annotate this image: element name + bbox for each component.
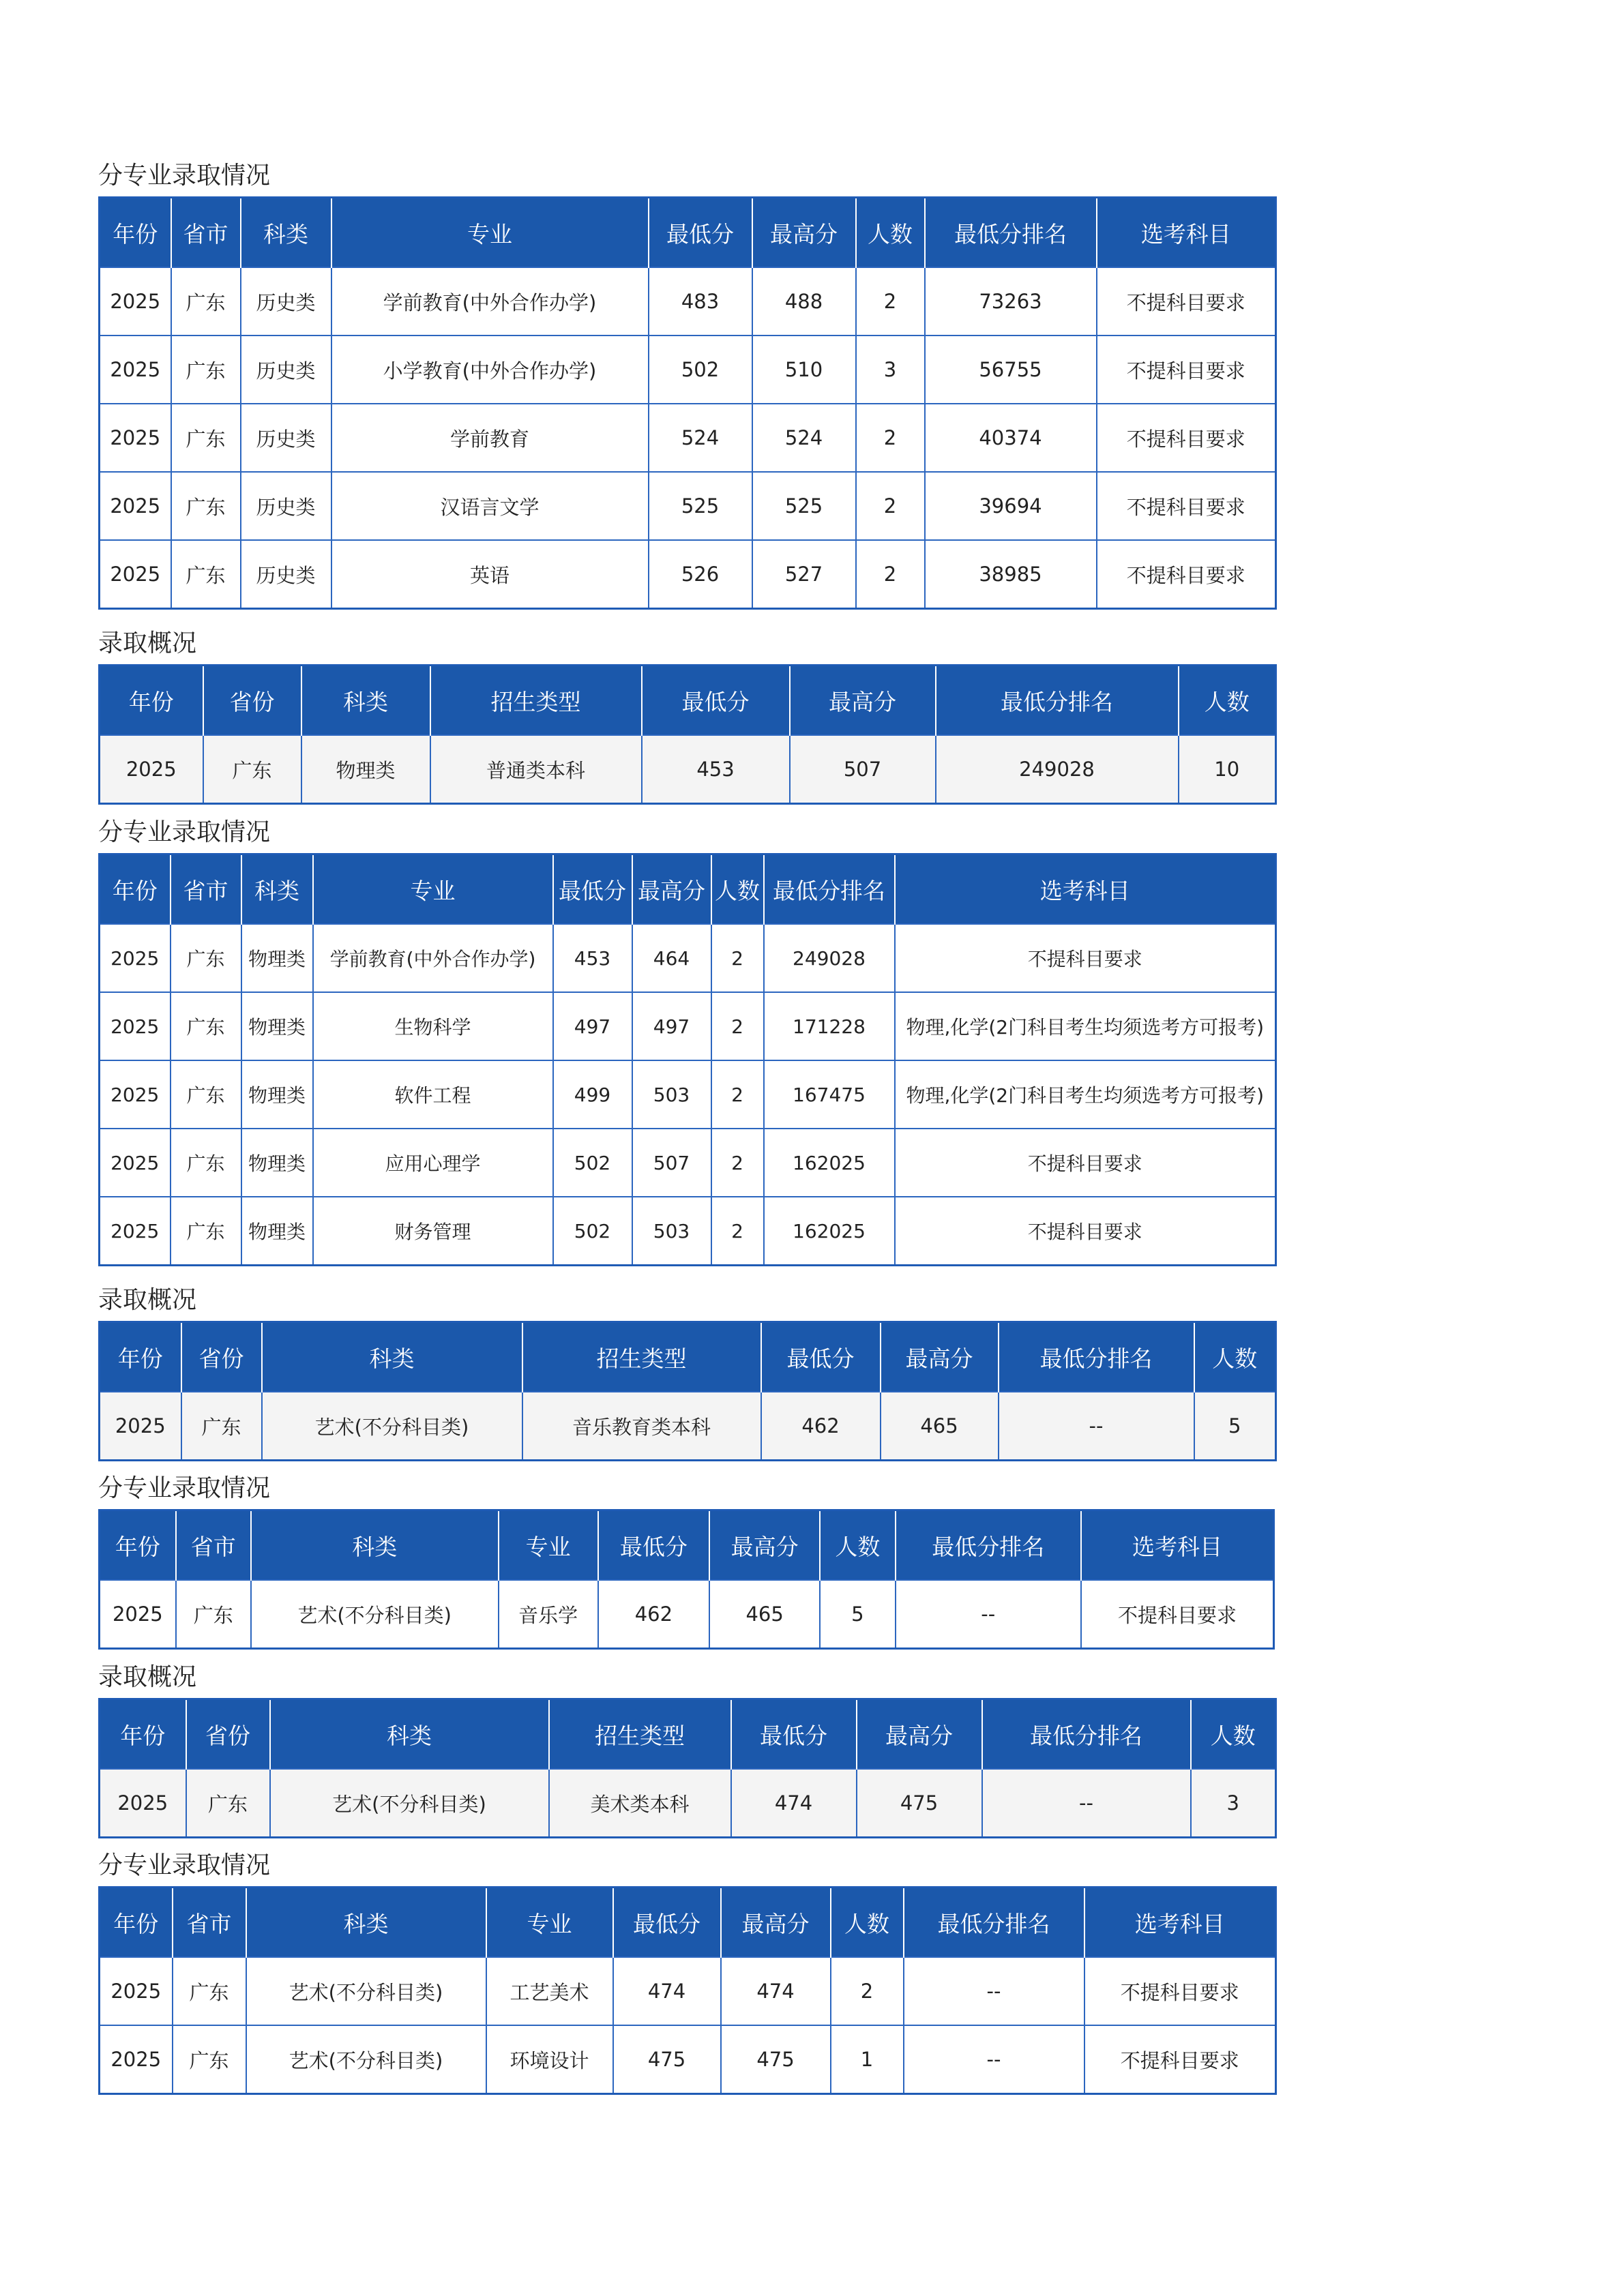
cell-category: 艺术(不分科目类) (251, 1580, 499, 1649)
cell-count: 2 (711, 1129, 764, 1197)
admission-overview-table (98, 1321, 1277, 1461)
cell-province: 广东 (173, 2025, 246, 2094)
cell-year: 2025 (100, 735, 203, 804)
cell-category: 物理类 (241, 1129, 313, 1197)
major-admission-table (98, 853, 1277, 1266)
cell-province: 广东 (171, 472, 241, 540)
header-min-score: 最低分 (598, 1510, 709, 1581)
cell-year: 2025 (100, 1957, 173, 2025)
cell-major: 英语 (331, 540, 649, 609)
header-count: 人数 (711, 854, 764, 925)
cell-count: 2 (711, 992, 764, 1060)
cell-category: 历史类 (241, 267, 331, 336)
cell-count: 3 (856, 336, 925, 404)
cell-min-score: 475 (613, 2025, 721, 2094)
cell-max-score: 497 (632, 992, 711, 1060)
table-row (100, 1392, 1276, 1461)
cell-major: 小学教育(中外合作办学) (331, 336, 649, 404)
header-category: 科类 (270, 1699, 549, 1770)
cell-count: 5 (1194, 1392, 1276, 1461)
header-province: 省份 (181, 1322, 262, 1392)
cell-min-rank: 73263 (925, 267, 1097, 336)
header-admission-type: 招生类型 (430, 666, 642, 736)
major-admission-table (98, 196, 1277, 610)
table-row (100, 992, 1276, 1060)
cell-category: 艺术(不分科目类) (262, 1392, 522, 1461)
cell-major: 学前教育(中外合作办学) (331, 267, 649, 336)
cell-year: 2025 (100, 1129, 171, 1197)
cell-subjects: 不提科目要求 (1097, 540, 1276, 609)
cell-category: 物理类 (301, 735, 430, 804)
header-count: 人数 (831, 1888, 904, 1958)
table-row (100, 1060, 1276, 1129)
header-category: 科类 (301, 666, 430, 736)
cell-min-score: 525 (649, 472, 752, 540)
cell-year: 2025 (100, 1060, 171, 1129)
header-subjects: 选考科目 (1084, 1888, 1276, 1958)
cell-major: 软件工程 (313, 1060, 553, 1129)
cell-max-score: 465 (881, 1392, 999, 1461)
cell-max-score: 465 (709, 1580, 820, 1649)
cell-min-score: 453 (553, 924, 632, 992)
cell-year: 2025 (100, 336, 171, 404)
header-min-score: 最低分 (642, 666, 790, 736)
cell-year: 2025 (100, 2025, 173, 2094)
cell-min-score: 502 (553, 1197, 632, 1266)
header-max-score: 最高分 (721, 1888, 831, 1958)
cell-count: 2 (711, 1197, 764, 1266)
cell-subjects: 不提科目要求 (1097, 267, 1276, 336)
table-row (100, 267, 1276, 336)
cell-province: 广东 (171, 924, 241, 992)
cell-min-rank: 167475 (764, 1060, 895, 1129)
header-category: 科类 (241, 198, 331, 268)
header-min-rank: 最低分排名 (925, 198, 1097, 268)
table-row (100, 1129, 1276, 1197)
cell-admission-type: 普通类本科 (430, 735, 642, 804)
cell-min-score: 499 (553, 1060, 632, 1129)
cell-province: 广东 (176, 1580, 251, 1649)
cell-category: 物理类 (241, 1060, 313, 1129)
cell-province: 广东 (171, 992, 241, 1060)
cell-category: 物理类 (241, 992, 313, 1060)
cell-major: 应用心理学 (313, 1129, 553, 1197)
cell-category: 历史类 (241, 540, 331, 609)
cell-count: 10 (1179, 735, 1276, 804)
section-title: 分专业录取情况 (98, 1851, 271, 1879)
cell-subjects: 不提科目要求 (1081, 1580, 1274, 1649)
cell-subjects: 不提科目要求 (1097, 472, 1276, 540)
cell-max-score: 507 (632, 1129, 711, 1197)
header-count: 人数 (1191, 1699, 1276, 1770)
cell-count: 3 (1191, 1769, 1276, 1838)
cell-major: 生物科学 (313, 992, 553, 1060)
header-min-score: 最低分 (553, 854, 632, 925)
table-header-row (100, 1888, 1276, 1958)
header-admission-type: 招生类型 (522, 1322, 761, 1392)
header-major: 专业 (499, 1510, 598, 1581)
header-year: 年份 (100, 198, 171, 268)
table-header-row (100, 1510, 1274, 1581)
cell-min-score: 462 (761, 1392, 881, 1461)
header-category: 科类 (246, 1888, 486, 1958)
cell-max-score: 507 (790, 735, 936, 804)
cell-year: 2025 (100, 1580, 176, 1649)
cell-count: 2 (711, 1060, 764, 1129)
header-year: 年份 (100, 1322, 181, 1392)
header-min-rank: 最低分排名 (896, 1510, 1081, 1581)
cell-major: 财务管理 (313, 1197, 553, 1266)
cell-category: 历史类 (241, 336, 331, 404)
cell-subjects: 不提科目要求 (895, 1129, 1276, 1197)
table-header-row (100, 198, 1276, 268)
cell-year: 2025 (100, 1392, 181, 1461)
cell-count: 2 (831, 1957, 904, 2025)
header-category: 科类 (251, 1510, 499, 1581)
cell-major: 学前教育(中外合作办学) (313, 924, 553, 992)
section-title: 录取概况 (98, 1286, 197, 1314)
cell-min-rank: -- (904, 1957, 1084, 2025)
cell-min-rank: 249028 (936, 735, 1179, 804)
header-category: 科类 (241, 854, 313, 925)
cell-min-score: 502 (649, 336, 752, 404)
cell-count: 2 (711, 924, 764, 992)
header-category: 科类 (262, 1322, 522, 1392)
cell-admission-type: 音乐教育类本科 (522, 1392, 761, 1461)
section-title: 分专业录取情况 (98, 818, 271, 846)
table-row (100, 472, 1276, 540)
cell-subjects: 不提科目要求 (1084, 2025, 1276, 2094)
table-row (100, 540, 1276, 609)
cell-year: 2025 (100, 1197, 171, 1266)
header-province: 省市 (171, 854, 241, 925)
cell-max-score: 503 (632, 1060, 711, 1129)
header-subjects: 选考科目 (1097, 198, 1276, 268)
cell-count: 5 (820, 1580, 895, 1649)
cell-min-score: 474 (731, 1769, 857, 1838)
header-major: 专业 (486, 1888, 613, 1958)
cell-province: 广东 (171, 1197, 241, 1266)
header-admission-type: 招生类型 (549, 1699, 731, 1770)
cell-max-score: 510 (752, 336, 856, 404)
header-province: 省份 (186, 1699, 270, 1770)
cell-subjects: 物理,化学(2门科目考生均须选考方可报考) (895, 992, 1276, 1060)
cell-major: 汉语言文学 (331, 472, 649, 540)
cell-max-score: 464 (632, 924, 711, 992)
header-year: 年份 (100, 666, 203, 736)
cell-province: 广东 (171, 336, 241, 404)
section-title: 录取概况 (98, 629, 197, 657)
cell-major: 环境设计 (486, 2025, 613, 2094)
section-title: 录取概况 (98, 1663, 197, 1691)
header-province: 省市 (173, 1888, 246, 1958)
table-row (100, 2025, 1276, 2094)
header-max-score: 最高分 (752, 198, 856, 268)
header-min-score: 最低分 (731, 1699, 857, 1770)
header-count: 人数 (1179, 666, 1276, 736)
header-min-score: 最低分 (649, 198, 752, 268)
header-min-rank: 最低分排名 (982, 1699, 1191, 1770)
cell-year: 2025 (100, 992, 171, 1060)
cell-subjects: 不提科目要求 (895, 924, 1276, 992)
cell-count: 2 (856, 472, 925, 540)
header-count: 人数 (856, 198, 925, 268)
cell-subjects: 物理,化学(2门科目考生均须选考方可报考) (895, 1060, 1276, 1129)
cell-province: 广东 (171, 1129, 241, 1197)
cell-min-rank: 162025 (764, 1197, 895, 1266)
cell-subjects: 不提科目要求 (1084, 1957, 1276, 2025)
cell-min-rank: -- (896, 1580, 1081, 1649)
cell-category: 艺术(不分科目类) (246, 1957, 486, 2025)
cell-subjects: 不提科目要求 (895, 1197, 1276, 1266)
header-min-rank: 最低分排名 (764, 854, 895, 925)
cell-subjects: 不提科目要求 (1097, 336, 1276, 404)
cell-min-rank: 162025 (764, 1129, 895, 1197)
table-row (100, 735, 1276, 804)
major-admission-table (98, 1886, 1277, 2095)
header-min-score: 最低分 (761, 1322, 881, 1392)
cell-year: 2025 (100, 472, 171, 540)
header-province: 省份 (203, 666, 301, 736)
cell-province: 广东 (171, 404, 241, 472)
cell-min-score: 474 (613, 1957, 721, 2025)
cell-year: 2025 (100, 267, 171, 336)
header-max-score: 最高分 (881, 1322, 999, 1392)
cell-max-score: 525 (752, 472, 856, 540)
cell-province: 广东 (181, 1392, 262, 1461)
header-max-score: 最高分 (632, 854, 711, 925)
cell-min-score: 483 (649, 267, 752, 336)
header-max-score: 最高分 (790, 666, 936, 736)
table-header-row (100, 1322, 1276, 1392)
cell-year: 2025 (100, 924, 171, 992)
table-row (100, 336, 1276, 404)
cell-min-rank: -- (999, 1392, 1194, 1461)
cell-min-score: 526 (649, 540, 752, 609)
cell-min-rank: 38985 (925, 540, 1097, 609)
header-year: 年份 (100, 854, 171, 925)
admission-overview-table (98, 664, 1277, 805)
table-header-row (100, 1699, 1276, 1770)
cell-major: 音乐学 (499, 1580, 598, 1649)
header-max-score: 最高分 (709, 1510, 820, 1581)
header-major: 专业 (313, 854, 553, 925)
cell-category: 历史类 (241, 472, 331, 540)
cell-province: 广东 (171, 540, 241, 609)
header-province: 省市 (176, 1510, 251, 1581)
section-title: 分专业录取情况 (98, 1474, 271, 1502)
cell-category: 艺术(不分科目类) (246, 2025, 486, 2094)
cell-min-rank: 249028 (764, 924, 895, 992)
header-year: 年份 (100, 1510, 176, 1581)
cell-min-score: 502 (553, 1129, 632, 1197)
cell-max-score: 503 (632, 1197, 711, 1266)
cell-count: 1 (831, 2025, 904, 2094)
cell-category: 历史类 (241, 404, 331, 472)
cell-min-rank: 171228 (764, 992, 895, 1060)
table-row (100, 1580, 1274, 1649)
cell-min-score: 524 (649, 404, 752, 472)
header-min-rank: 最低分排名 (936, 666, 1179, 736)
cell-min-score: 453 (642, 735, 790, 804)
cell-province: 广东 (173, 1957, 246, 2025)
table-row (100, 1769, 1276, 1838)
cell-subjects: 不提科目要求 (1097, 404, 1276, 472)
cell-category: 物理类 (241, 1197, 313, 1266)
cell-year: 2025 (100, 540, 171, 609)
table-header-row (100, 666, 1276, 736)
header-province: 省市 (171, 198, 241, 268)
major-admission-table (98, 1509, 1275, 1650)
cell-max-score: 475 (857, 1769, 982, 1838)
cell-min-rank: 39694 (925, 472, 1097, 540)
cell-max-score: 488 (752, 267, 856, 336)
header-min-score: 最低分 (613, 1888, 721, 1958)
table-row (100, 1957, 1276, 2025)
header-major: 专业 (331, 198, 649, 268)
cell-major: 学前教育 (331, 404, 649, 472)
cell-province: 广东 (171, 1060, 241, 1129)
admission-overview-table (98, 1698, 1277, 1838)
table-row (100, 924, 1276, 992)
table-row (100, 1197, 1276, 1266)
cell-year: 2025 (100, 1769, 186, 1838)
cell-count: 2 (856, 267, 925, 336)
cell-province: 广东 (203, 735, 301, 804)
header-count: 人数 (820, 1510, 895, 1581)
cell-category: 物理类 (241, 924, 313, 992)
cell-admission-type: 美术类本科 (549, 1769, 731, 1838)
cell-max-score: 527 (752, 540, 856, 609)
header-min-rank: 最低分排名 (999, 1322, 1194, 1392)
cell-category: 艺术(不分科目类) (270, 1769, 549, 1838)
cell-province: 广东 (171, 267, 241, 336)
cell-min-score: 497 (553, 992, 632, 1060)
header-subjects: 选考科目 (1081, 1510, 1274, 1581)
header-count: 人数 (1194, 1322, 1276, 1392)
header-max-score: 最高分 (857, 1699, 982, 1770)
cell-max-score: 475 (721, 2025, 831, 2094)
cell-min-rank: -- (982, 1769, 1191, 1838)
header-min-rank: 最低分排名 (904, 1888, 1084, 1958)
cell-min-rank: -- (904, 2025, 1084, 2094)
cell-max-score: 524 (752, 404, 856, 472)
cell-min-score: 462 (598, 1580, 709, 1649)
section-title: 分专业录取情况 (98, 162, 271, 190)
header-year: 年份 (100, 1888, 173, 1958)
cell-min-rank: 40374 (925, 404, 1097, 472)
cell-count: 2 (856, 404, 925, 472)
table-row (100, 404, 1276, 472)
header-year: 年份 (100, 1699, 186, 1770)
table-header-row (100, 854, 1276, 925)
cell-count: 2 (856, 540, 925, 609)
cell-max-score: 474 (721, 1957, 831, 2025)
cell-province: 广东 (186, 1769, 270, 1838)
cell-year: 2025 (100, 404, 171, 472)
header-subjects: 选考科目 (895, 854, 1276, 925)
cell-min-rank: 56755 (925, 336, 1097, 404)
cell-major: 工艺美术 (486, 1957, 613, 2025)
